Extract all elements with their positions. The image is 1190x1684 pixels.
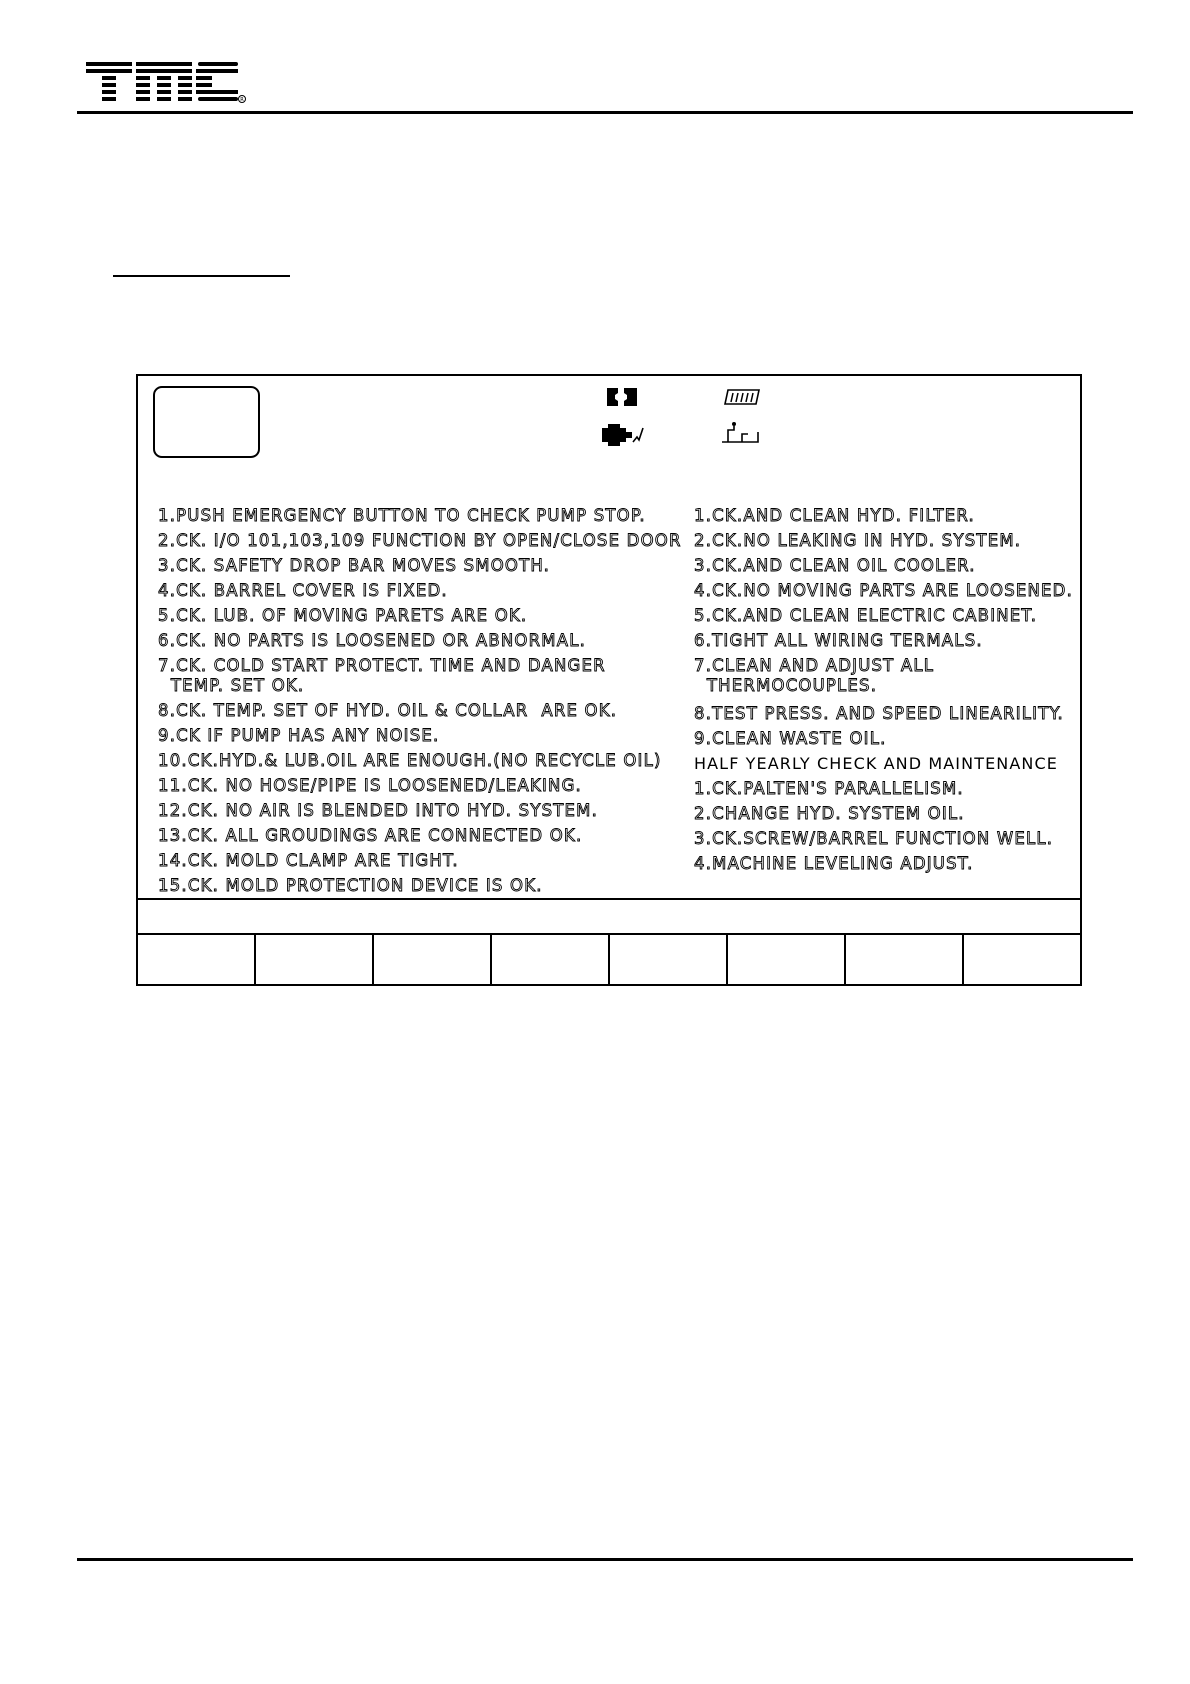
check-item: 3.CK.SCREW/BARREL FUNCTION WELL. (694, 829, 1054, 848)
daily-check-list (158, 506, 682, 901)
check-item: 5.CK. LUB. OF MOVING PARETS ARE OK. (158, 606, 528, 625)
record-cell (374, 935, 492, 984)
footer-rule (77, 1558, 1133, 1561)
check-item: 13.CK. ALL GROUDINGS ARE CONNECTED OK. (158, 826, 583, 845)
record-cell (728, 935, 846, 984)
check-item: 2.CHANGE HYD. SYSTEM OIL. (694, 804, 965, 823)
heater-icon (723, 386, 763, 408)
check-item: 10.CK.HYD.& LUB.OIL ARE ENOUGH.(NO RECYCLE OIL) (158, 751, 662, 770)
check-item: 14.CK. MOLD CLAMP ARE TIGHT. (158, 851, 459, 870)
svg-text:R: R (240, 97, 244, 103)
record-cell (256, 935, 374, 984)
check-item: 3.CK.AND CLEAN OIL COOLER. (694, 556, 976, 575)
check-item: 2.CK. I/O 101,103,109 FUNCTION BY OPEN/CLOSE DOOR (158, 531, 682, 550)
check-item: 6.TIGHT ALL WIRING TERMALS. (694, 631, 983, 650)
record-cell (138, 935, 256, 984)
check-item: 8.TEST PRESS. AND SPEED LINEARILITY. (694, 704, 1064, 723)
check-item: 1.CK.AND CLEAN HYD. FILTER. (694, 506, 975, 525)
check-item: 9.CLEAN WASTE OIL. (694, 729, 887, 748)
machine-id-box (153, 386, 260, 458)
check-item: 1.PUSH EMERGENCY BUTTON TO CHECK PUMP STOP. (158, 506, 646, 525)
record-cell (492, 935, 610, 984)
maintenance-checklist-card (136, 374, 1082, 986)
check-item: 7.CK. COLD START PROTECT. TIME AND DANGER TEMP. SET OK. (158, 656, 606, 695)
title-underline (113, 275, 290, 277)
card-divider (138, 898, 1080, 900)
check-item: 4.CK. BARREL COVER IS FIXED. (158, 581, 448, 600)
check-item: 6.CK. NO PARTS IS LOOSENED OR ABNORMAL. (158, 631, 587, 650)
check-item: 2.CK.NO LEAKING IN HYD. SYSTEM. (694, 531, 1022, 550)
check-item: 4.CK.NO MOVING PARTS ARE LOOSENED. (694, 581, 1074, 600)
check-item: 12.CK. NO AIR IS BLENDED INTO HYD. SYSTEM. (158, 801, 599, 820)
check-item: 8.CK. TEMP. SET OF HYD. OIL & COLLAR ARE OK. (158, 701, 618, 720)
tmc-logo (86, 58, 246, 108)
check-item: 15.CK. MOLD PROTECTION DEVICE IS OK. (158, 876, 543, 895)
periodic-check-list (694, 506, 1084, 879)
check-item: 1.CK.PALTEN'S PARALLELISM. (694, 779, 964, 798)
check-item: 5.CK.AND CLEAN ELECTRIC CABINET. (694, 606, 1038, 625)
lubrication-icon (720, 420, 762, 448)
half-yearly-heading: HALF YEARLY CHECK AND MAINTENANCE (694, 754, 1058, 773)
record-cells-row (138, 935, 1080, 984)
record-cell (610, 935, 728, 984)
check-item: 7.CLEAN AND ADJUST ALL THERMOCOUPLES. (694, 656, 935, 695)
check-item: 4.MACHINE LEVELING ADJUST. (694, 854, 974, 873)
record-cell (846, 935, 964, 984)
header-rule (77, 111, 1133, 114)
check-item: 3.CK. SAFETY DROP BAR MOVES SMOOTH. (158, 556, 551, 575)
check-item: 9.CK IF PUMP HAS ANY NOISE. (158, 726, 440, 745)
check-item: 11.CK. NO HOSE/PIPE IS LOOSENED/LEAKING. (158, 776, 582, 795)
record-cell (964, 935, 1080, 984)
injection-unit-icon (600, 420, 644, 450)
mold-icon (604, 384, 640, 410)
